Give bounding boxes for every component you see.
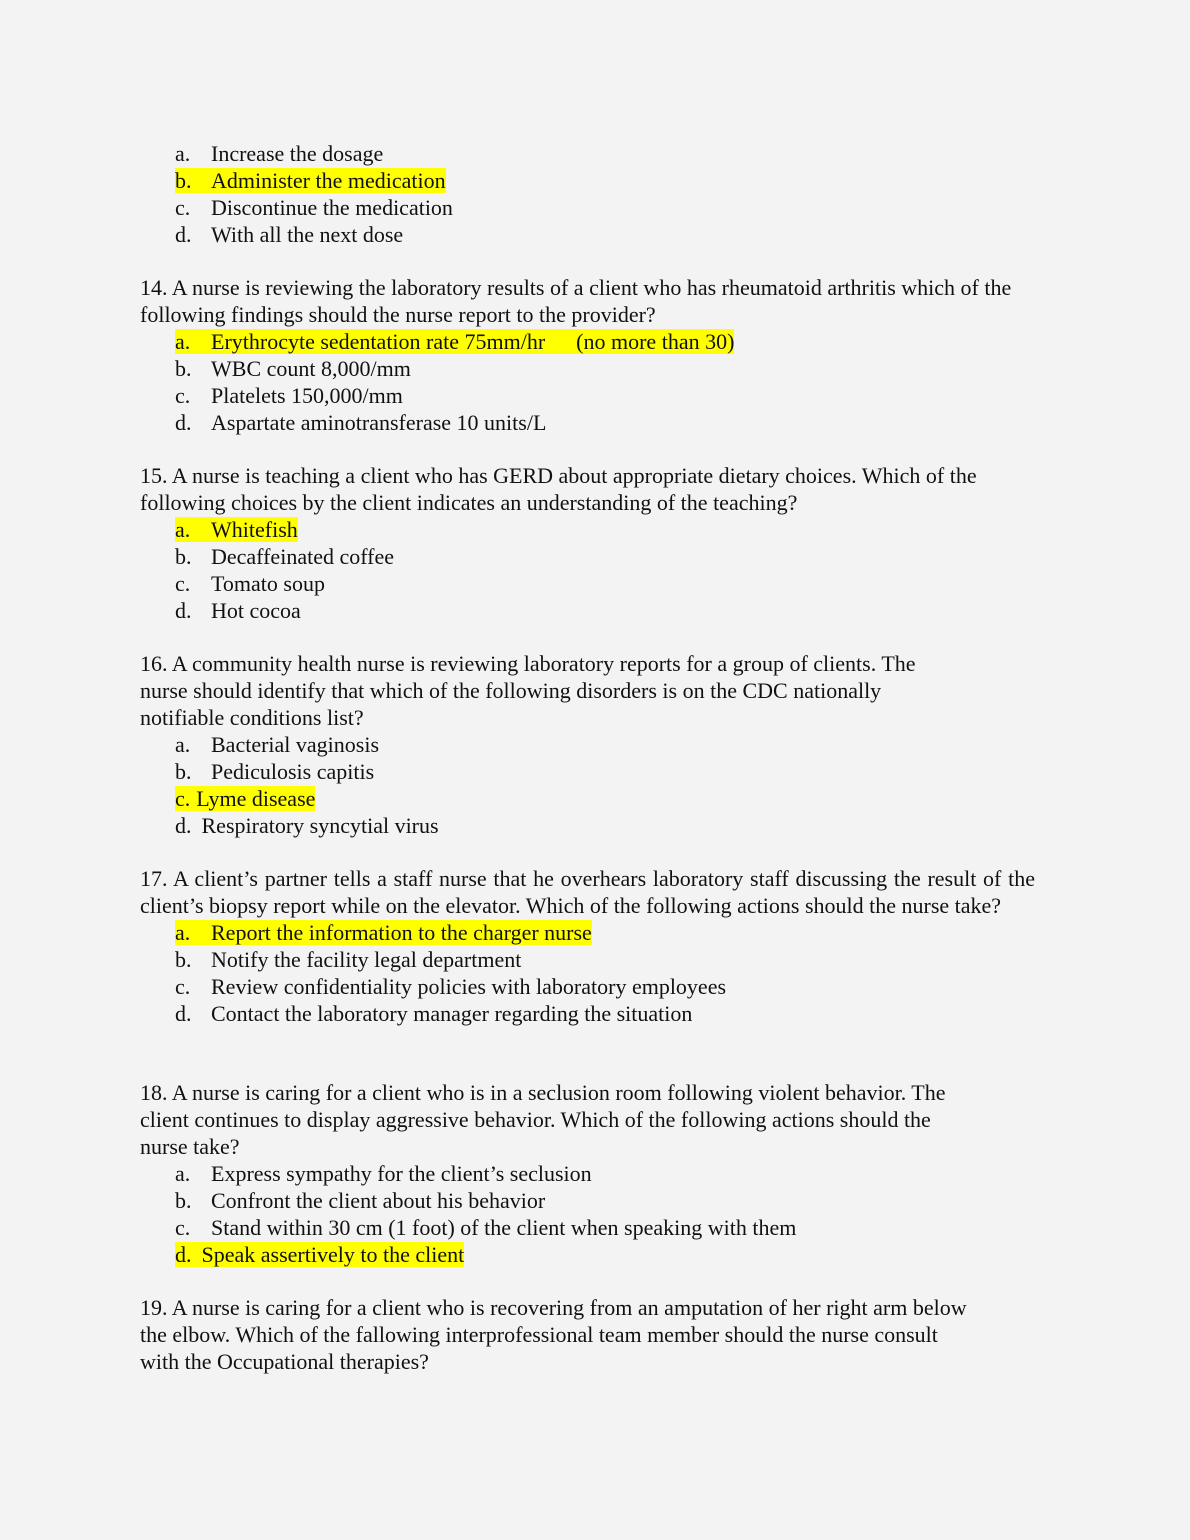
q16-options <box>140 731 1035 839</box>
q19-stem: 19. A nurse is caring for a client who is recovering from an amputation of her right arm below the elbow. Which of the fallowing interprofessional team member should the nurse consult with the Occupational therapies? <box>140 1295 967 1374</box>
q13-option-b <box>140 167 1035 194</box>
question-16 <box>140 650 1035 839</box>
q15-option-a <box>140 516 1035 543</box>
q15-option-d: d. Hot cocoa <box>175 598 301 623</box>
question-19 <box>140 1294 1035 1375</box>
q18-options <box>140 1160 1035 1268</box>
question-14 <box>140 274 1035 436</box>
q17-option-d: d. Contact the laboratory manager regarding the situation <box>175 1001 693 1026</box>
q16-option-a: a. Bacterial vaginosis <box>175 732 380 757</box>
q16-stem: 16. A community health nurse is reviewing laboratory reports for a group of clients. The nurse should identify that which of the following disorders is on the CDC nationally notifiable conditions list? <box>140 651 916 730</box>
q18-option-c: c. Stand within 30 cm (1 foot) of the client when speaking with them <box>175 1215 797 1240</box>
q17-stem: 17. A client’s partner tells a staff nurse that he overhears laboratory staff discussing the result of the client’s biopsy report while on the elevator. Which of the following actions should the nurse take? <box>140 866 1035 918</box>
q17-option-b: b. Notify the facility legal department <box>175 947 522 972</box>
q18-option-d <box>140 1241 1035 1268</box>
answer-highlight: c. Lyme disease <box>175 786 316 811</box>
q13-options <box>140 140 1035 248</box>
q13-option-d: d. With all the next dose <box>175 222 404 247</box>
q14-stem: 14. A nurse is reviewing the laboratory results of a client who has rheumatoid arthritis which of the following findings should the nurse report to the provider? <box>140 275 1012 327</box>
answer-highlight: b. Administer the medication <box>175 168 446 193</box>
q13-option-a: a. Increase the dosage <box>175 141 384 166</box>
q14-note: (no more than 30) <box>576 329 735 354</box>
q16-option-d: d. Respiratory syncytial virus <box>175 813 439 838</box>
q14-option-d: d. Aspartate aminotransferase 10 units/L <box>175 410 547 435</box>
q17-option-a <box>140 919 1035 946</box>
answer-highlight: d. Speak assertively to the client <box>175 1242 465 1267</box>
q15-stem: 15. A nurse is teaching a client who has GERD about appropriate dietary choices. Which of the following choices by the client indicates an understanding of the teaching? <box>140 463 977 515</box>
question-15 <box>140 462 1035 624</box>
answer-highlight: a. Erythrocyte sedentation rate 75mm/hr (no more than 30) <box>175 329 735 354</box>
answer-highlight: a. Report the information to the charger nurse <box>175 920 592 945</box>
question-18 <box>140 1079 1035 1268</box>
q14-options <box>140 328 1035 436</box>
q14-option-b: b. WBC count 8,000/mm <box>175 356 411 381</box>
q16-option-c <box>140 785 1035 812</box>
q17-option-c: c. Review confidentiality policies with laboratory employees <box>175 974 727 999</box>
q15-option-b: b. Decaffeinated coffee <box>175 544 395 569</box>
q17-options <box>140 919 1035 1027</box>
q14-option-a <box>140 328 1035 355</box>
answer-highlight: a. Whitefish <box>175 517 298 542</box>
question-17 <box>140 865 1035 1027</box>
q18-option-b: b. Confront the client about his behavior <box>175 1188 546 1213</box>
q13-option-c: c. Discontinue the medication <box>175 195 453 220</box>
q18-option-a: a. Express sympathy for the client’s seclusion <box>175 1161 592 1186</box>
question-13 <box>140 140 1035 248</box>
q18-stem: 18. A nurse is caring for a client who is in a seclusion room following violent behavior. The client continues to display aggressive behavior. Which of the following actions should the nurse take? <box>140 1080 946 1159</box>
q16-option-b: b. Pediculosis capitis <box>175 759 375 784</box>
q14-option-c: c. Platelets 150,000/mm <box>175 383 403 408</box>
q15-option-c: c. Tomato soup <box>175 571 325 596</box>
q15-options <box>140 516 1035 624</box>
